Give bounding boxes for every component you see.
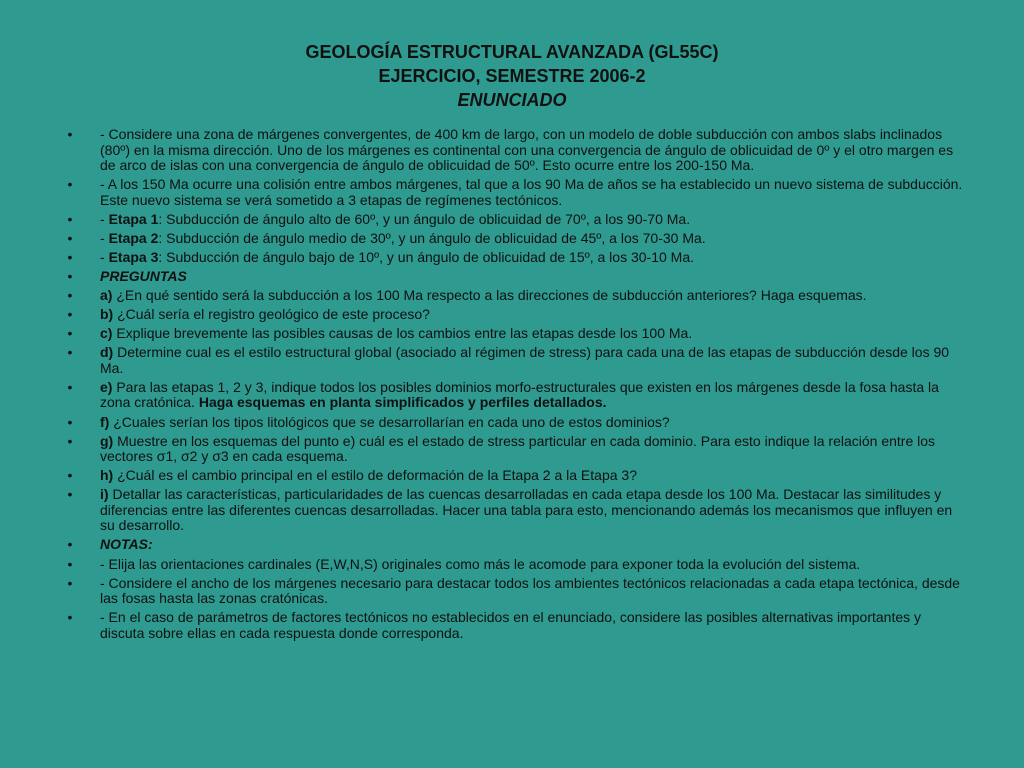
list-item (64, 415, 964, 431)
item-text: : Subducción de ángulo medio de 30º, y un ángulo de oblicuidad de 45º, a los 70-30 Ma. (158, 229, 706, 246)
item-text: ¿Cuales serían los tipos litológicos que se desarrollarían en cada uno de estos dominios? (109, 413, 670, 430)
item-text: ¿En qué sentido será la subducción a los 100 Ma respecto a las direcciones de subducción anteriores? Haga esquemas. (112, 287, 867, 304)
bullet-icon: • (67, 229, 73, 246)
item-text: - (100, 210, 109, 227)
item-text: : Subducción de ángulo bajo de 10º, y un ángulo de oblicuidad de 15º, a los 30-10 Ma. (158, 248, 694, 265)
item-text: h) (100, 467, 114, 484)
title-line-3: ENUNCIADO (457, 90, 567, 110)
list-item (64, 537, 964, 553)
list-item (64, 212, 964, 228)
list-item (64, 576, 964, 607)
list-item (64, 487, 964, 534)
list-item (64, 610, 964, 641)
slide-title (0, 40, 1024, 112)
item-text: g) (100, 432, 114, 449)
bullet-icon: • (67, 210, 73, 227)
item-text: i) (100, 486, 109, 503)
bullet-icon: • (67, 555, 73, 572)
item-text: f) (100, 413, 110, 430)
item-text: Para las etapas 1, 2 y 3, indique todos los posibles dominios morfo-estructurales que existen en los márgenes desde la fosa hasta la zona cratónica. (100, 378, 939, 411)
title-line-1: GEOLOGÍA ESTRUCTURAL AVANZADA (GL55C) (305, 42, 719, 62)
bullet-icon: • (67, 609, 73, 626)
bullet-icon: • (67, 325, 73, 342)
item-text: - Elija las orientaciones cardinales (E,W,N,S) originales como más le acomode para exponer toda la evolución del sistema. (100, 555, 861, 572)
bullet-icon: • (67, 306, 73, 323)
item-text: : Subducción de ángulo alto de 60º, y un ángulo de oblicuidad de 70º, a los 90-70 Ma. (158, 210, 691, 227)
item-text: PREGUNTAS (100, 267, 187, 284)
item-text: - (100, 229, 109, 246)
item-text: ¿Cuál sería el registro geológico de este proceso? (113, 306, 430, 323)
bullet-icon: • (67, 248, 73, 265)
title-line-2: EJERCICIO, SEMESTRE 2006-2 (378, 66, 646, 86)
item-text: NOTAS: (100, 536, 153, 553)
item-text: - Considere el ancho de los márgenes necesario para destacar todos los ambientes tectónicos relacionadas a cada etapa tectónica, desde las fosas hasta las zonas cratónicas. (100, 574, 960, 607)
list-item (64, 326, 964, 342)
item-text: Etapa 3 (108, 248, 159, 265)
bullet-icon: • (67, 344, 73, 361)
item-text: - En el caso de parámetros de factores tectónicos no establecidos en el enunciado, considere las posibles alternativas importantes y discuta sobre ellas en cada respuesta donde corresponda. (100, 609, 922, 641)
item-text: Etapa 2 (108, 229, 159, 246)
item-text: Detallar las características, particularidades de las cuencas desarrolladas en cada etapa desde los 100 Ma. Destacar las similitudes y diferencias entre las diferentes cuencas desarrolladas. Hacer una tabla para esto, mencionando además los mecanismos que influyen en su desarrollo. (100, 486, 953, 534)
bullet-icon: • (67, 267, 73, 284)
bullet-icon: • (67, 574, 73, 591)
list-item (64, 177, 964, 208)
item-text: Etapa 1 (108, 210, 159, 227)
list-item (64, 288, 964, 304)
bullet-icon: • (67, 486, 73, 503)
bullet-icon: • (67, 126, 73, 142)
list-item (64, 250, 964, 266)
item-text: b) (100, 306, 114, 323)
list-item (64, 380, 964, 411)
list-item (64, 557, 964, 573)
bullet-icon: • (67, 413, 73, 430)
bullet-icon: • (67, 287, 73, 304)
item-text: Haga esquemas en planta simplificados y perfiles detallados. (198, 394, 607, 411)
item-text: - Considere una zona de márgenes convergentes, de 400 km de largo, con un modelo de doble subducción con ambos slabs inclinados (80º) en la misma dirección. Uno de los márgenes es continental con una convergencia de ángulo de oblicuidad de 0º y el otro margen es de arco de islas con una convergencia de ángulo de oblicuidad de 50º. Esto ocurre entre los 200-150 Ma. (100, 126, 954, 173)
list-item (64, 468, 964, 484)
item-text: ¿Cuál es el cambio principal en el estilo de deformación de la Etapa 2 a la Etapa 3? (113, 467, 637, 484)
item-text: - (100, 248, 109, 265)
bullet-icon: • (67, 432, 73, 449)
bullet-icon: • (67, 536, 73, 553)
item-text: Muestre en los esquemas del punto e) cuál es el estado de stress particular en cada dominio. Para esto indique la relación entre los vectores σ1, σ2 y σ3 en cada esquema. (100, 432, 936, 465)
list-item (64, 307, 964, 323)
list-item (64, 345, 964, 376)
item-text: a) (100, 287, 113, 304)
bullet-icon: • (67, 378, 73, 395)
item-text: d) (100, 344, 114, 361)
bullet-icon: • (67, 467, 73, 484)
item-text: Explique brevemente las posibles causas de los cambios entre las etapas desde los 100 Ma. (112, 325, 693, 342)
list-item (64, 269, 964, 285)
item-text: - A los 150 Ma ocurre una colisión entre ambos márgenes, tal que a los 90 Ma de años se ha establecido un nuevo sistema de subducción. Este nuevo sistema se verá sometido a 3 etapas de regímenes tectónicos. (100, 176, 963, 208)
list-item (64, 127, 964, 174)
bullet-icon: • (67, 176, 73, 193)
item-text: c) (100, 325, 113, 342)
list-item (64, 434, 964, 465)
bullet-list (64, 127, 964, 645)
list-item (64, 231, 964, 247)
item-text: Determine cual es el estilo estructural global (asociado al régimen de stress) para cada una de las etapas de subducción desde los 90 Ma. (100, 344, 950, 376)
item-text: e) (100, 378, 113, 395)
